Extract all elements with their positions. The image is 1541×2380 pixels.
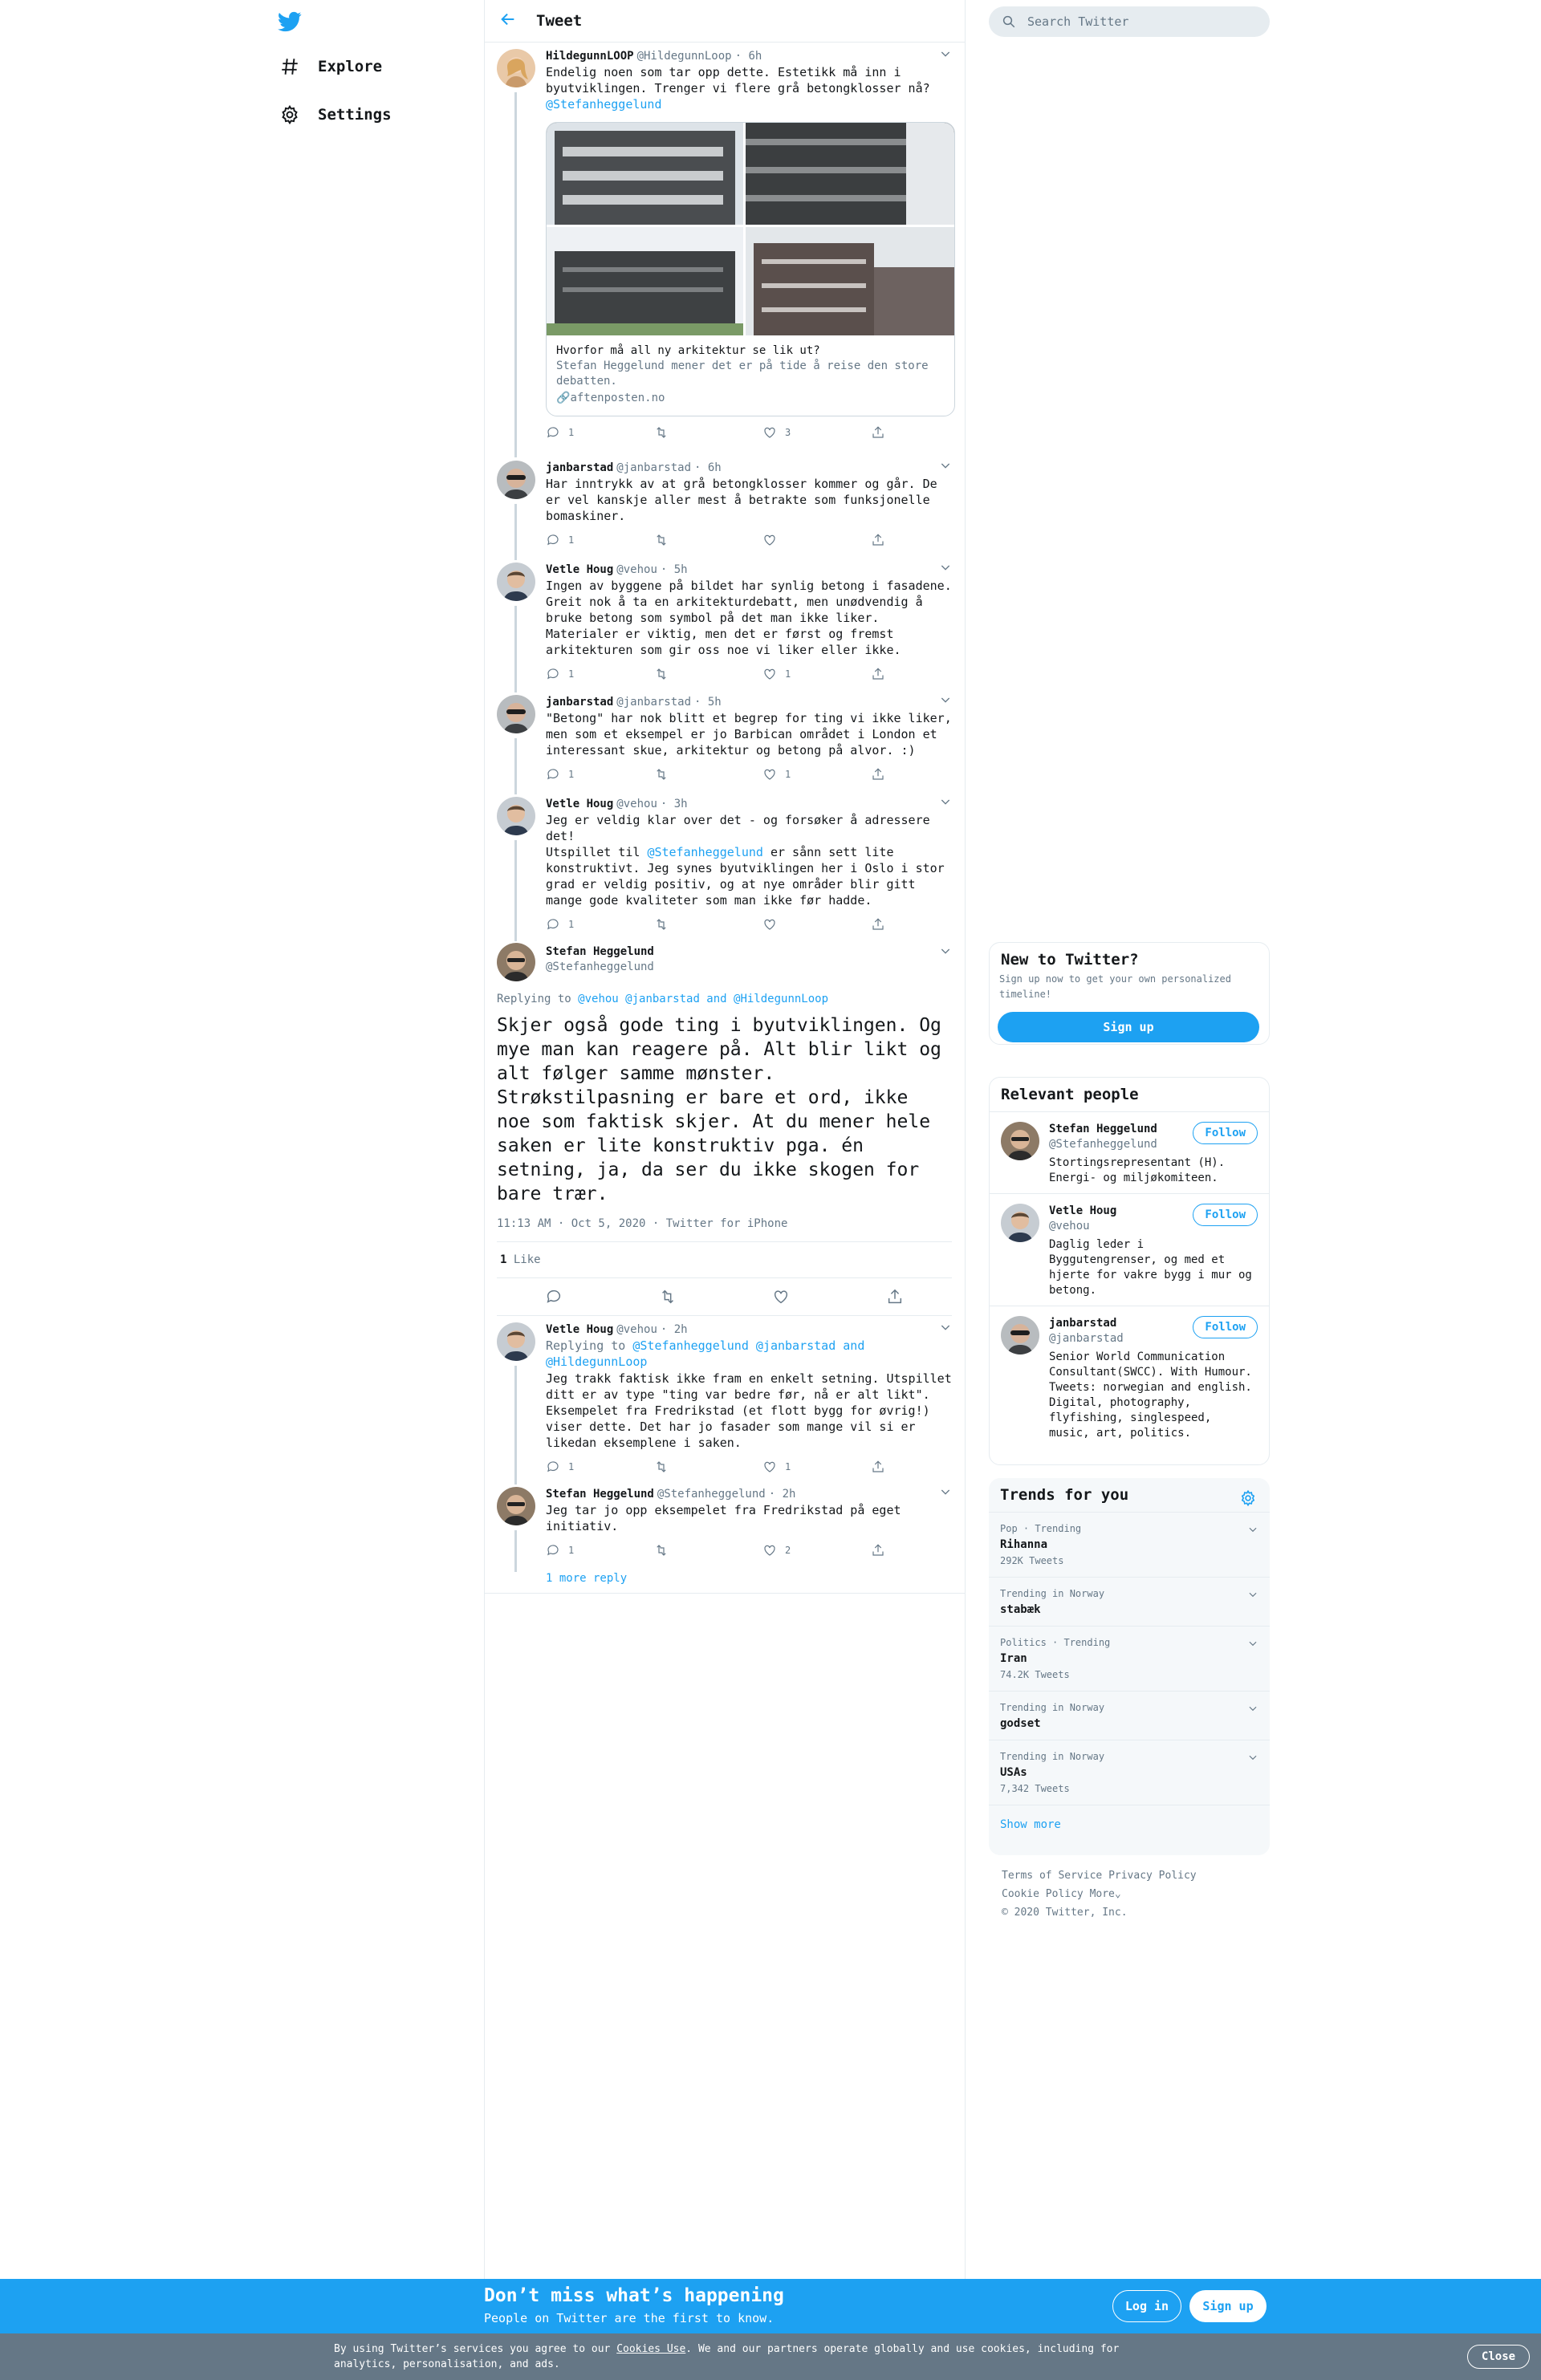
chevron-down-icon[interactable]: [1247, 1752, 1258, 1763]
nav-explore[interactable]: [273, 51, 388, 83]
share-button[interactable]: [871, 766, 887, 782]
banner-title: Don’t miss what’s happening: [484, 2285, 784, 2306]
reply-count: 1: [568, 1545, 575, 1556]
terms-link[interactable]: Terms of Service: [1002, 1870, 1103, 1882]
tweet-text: Jeg tar jo opp eksempelet fra Fredrikstad på eget initiativ.: [546, 1503, 909, 1533]
reply-icon: [546, 917, 560, 932]
retweet-button[interactable]: [654, 916, 718, 932]
share-icon: [871, 1543, 885, 1558]
retweet-icon: [654, 1543, 669, 1558]
heart-icon: [762, 425, 777, 440]
tweet-text: Har inntrykk av at grå betongklosser kommer og går. De er vel kanskje aller mest å betrakte som funksjonelle bomaskiner.: [546, 477, 945, 523]
page-title: Tweet: [536, 12, 583, 30]
share-button[interactable]: [871, 1542, 887, 1558]
reply-button[interactable]: [546, 532, 610, 548]
chevron-down-icon[interactable]: [939, 1321, 952, 1334]
avatar[interactable]: [497, 797, 535, 835]
like-button[interactable]: [762, 424, 827, 441]
more-replies-row: [485, 1567, 965, 1594]
chevron-down-icon[interactable]: [939, 459, 952, 472]
tweet-text: [546, 812, 952, 908]
retweet-icon: [654, 533, 669, 547]
trend-item[interactable]: [989, 1577, 1270, 1626]
like-count: 2: [785, 1545, 791, 1556]
share-button[interactable]: [871, 1459, 887, 1475]
thread-tweet[interactable]: [485, 556, 965, 688]
trend-count: 74.2K Tweets: [1000, 1669, 1070, 1680]
tweet-actions: [546, 1542, 887, 1558]
trend-context: Trending in Norway: [1000, 1702, 1105, 1713]
tweet-timestamp[interactable]: 11:13 AM · Oct 5, 2020: [497, 1217, 646, 1230]
tweet-actions: [546, 532, 887, 548]
trend-count: 292K Tweets: [1000, 1555, 1064, 1566]
retweet-icon: [654, 767, 669, 782]
avatar[interactable]: [1001, 1204, 1039, 1242]
avatar[interactable]: [497, 563, 535, 601]
follow-button[interactable]: Follow: [1193, 1316, 1258, 1338]
focus-actions: [497, 1278, 952, 1316]
tweet-text-part: Endelig noen som tar opp dette. Estetikk må inn i byutviklingen. Trenger vi flere grå betongklosser nå?: [546, 65, 930, 95]
search-input[interactable]: [989, 6, 1270, 37]
follow-button[interactable]: Follow: [1193, 1122, 1258, 1144]
tweet-actions: [546, 916, 887, 932]
avatar[interactable]: [1001, 1122, 1039, 1160]
author-name[interactable]: Stefan Heggelund: [546, 945, 654, 958]
gear-icon[interactable]: [1239, 1489, 1257, 1507]
nav-settings-label: Settings: [318, 106, 392, 124]
panel-subtitle: Sign up now to get your own personalized timeline!: [999, 973, 1231, 1000]
thread-line: [514, 606, 517, 692]
search-placeholder: Search Twitter: [1027, 14, 1129, 29]
avatar[interactable]: [497, 461, 535, 499]
person-bio: Daglig leder i Byggutengrenser, og med et hjerte for vakre bygg i mur og betong.: [1049, 1238, 1252, 1297]
person-handle[interactable]: @vehou: [1049, 1220, 1090, 1233]
chevron-down-icon[interactable]: [939, 944, 952, 957]
nav-settings[interactable]: [273, 99, 398, 131]
tweet-header: [546, 797, 952, 811]
sidebar-signup-button[interactable]: Sign up: [998, 1012, 1259, 1042]
replying-handles[interactable]: @vehou @janbarstad and @HildegunnLoop: [578, 993, 829, 1005]
author-handle[interactable]: @vehou: [616, 798, 657, 810]
trend-item[interactable]: [989, 1740, 1270, 1805]
share-icon: [871, 533, 885, 547]
tweet-time[interactable]: · 6h: [694, 461, 722, 474]
cookie-text: [334, 2341, 1136, 2372]
heart-icon: [762, 667, 777, 681]
replying-label: Replying to: [546, 1338, 626, 1353]
avatar[interactable]: [497, 49, 535, 87]
author-handle[interactable]: @janbarstad: [616, 696, 692, 709]
retweet-button[interactable]: [654, 1459, 718, 1475]
card-description: Stefan Heggelund mener det er på tide å reise den store debatten.: [556, 359, 929, 388]
tweet-source[interactable]: Twitter for iPhone: [665, 1217, 788, 1230]
twitter-bird-icon[interactable]: [276, 10, 303, 34]
replying-handles[interactable]: @Stefanheggelund @janbarstad and @HildegunnLoop: [546, 1338, 872, 1369]
signup-button[interactable]: Sign up: [1189, 2290, 1267, 2322]
replying-to: [497, 993, 952, 1005]
share-icon: [871, 667, 885, 681]
share-button[interactable]: [871, 424, 887, 441]
trend-name: godset: [1000, 1717, 1041, 1730]
relevant-people-panel: [989, 1077, 1270, 1465]
tweet-time[interactable]: · 2h: [660, 1323, 688, 1336]
like-button[interactable]: [762, 1542, 827, 1558]
thread-line: [514, 840, 517, 941]
reply-icon: [546, 667, 560, 681]
panel-title: Trends for you: [1000, 1486, 1129, 1504]
card-title: Hvorfor må all ny arkitektur se lik ut?: [556, 344, 820, 357]
person-handle[interactable]: @Stefanheggelund: [1049, 1138, 1157, 1151]
tweet-header: [546, 1322, 952, 1337]
reply-icon: [546, 533, 560, 547]
more-replies-link[interactable]: 1 more reply: [546, 1572, 628, 1585]
trend-count: 7,342 Tweets: [1000, 1783, 1070, 1794]
person-name[interactable]: janbarstad: [1049, 1317, 1117, 1330]
tweet-text: "Betong" har nok blitt et begrep for ting vi ikke liker, men som et eksempel er jo Barbican området i London et interessant skue, arkitektur og betong på alvor. :): [546, 711, 959, 757]
person-handle[interactable]: @janbarstad: [1049, 1332, 1124, 1345]
reply-tweet[interactable]: [485, 1480, 965, 1567]
share-icon: [871, 1460, 885, 1474]
thread-line: [514, 504, 517, 560]
card-domain: aftenposten.no: [570, 392, 665, 404]
author-handle[interactable]: @Stefanheggelund: [657, 1488, 766, 1501]
person-bio: Stortingsrepresentant (H). Energi- og miljøkomiteen.: [1049, 1156, 1226, 1184]
like-count: 1: [785, 668, 791, 680]
card-domain-row: [556, 391, 945, 406]
like-button[interactable]: [762, 532, 827, 548]
focus-author: [546, 944, 654, 975]
tweet-text: Jeg trakk faktisk ikke fram en enkelt setning. Utspillet ditt er av type "ting var bedre før, nå er alt likt". Eksempelet fra Fredrikstad (et flott bygg for øvrig!) viser dette. Det har jo fasader som mange vil si er likedan eksemplene i saken.: [546, 1371, 959, 1450]
author-name[interactable]: Vetle Houg: [546, 798, 614, 810]
trend-context: Trending in Norway: [1000, 1588, 1105, 1599]
privacy-link[interactable]: Privacy Policy: [1108, 1870, 1197, 1882]
search-icon: [1002, 14, 1016, 29]
retweet-button[interactable]: [654, 424, 718, 441]
like-count: 1: [785, 1461, 791, 1472]
footer: [1002, 1866, 1197, 1922]
tweet-actions: [546, 766, 887, 782]
heart-icon: [762, 767, 777, 782]
person-name[interactable]: Stefan Heggelund: [1049, 1123, 1157, 1135]
tweet-header: [546, 49, 952, 63]
reply-icon: [546, 1460, 560, 1474]
reply-icon: [546, 1543, 560, 1558]
show-more-row: [989, 1805, 1270, 1844]
tweet-actions: [546, 1459, 887, 1475]
person-card[interactable]: [990, 1306, 1269, 1463]
more-link[interactable]: [1090, 1888, 1121, 1900]
person-bio: Senior World Communication Consultant(SWCC). With Humour. Tweets: norwegian and english. Digital, photography, flyfishing, singlespeed, music, art, politics.: [1049, 1350, 1252, 1440]
thread-line: [514, 92, 517, 457]
cookie-policy-link[interactable]: Cookie Policy: [1002, 1888, 1084, 1900]
reply-button[interactable]: [546, 766, 610, 782]
heart-icon[interactable]: [772, 1288, 790, 1306]
tweet-header: [546, 695, 952, 709]
heart-icon: [762, 917, 777, 932]
trend-item[interactable]: [989, 1626, 1270, 1691]
card-text: [547, 335, 954, 416]
tweet-time[interactable]: · 2h: [768, 1488, 796, 1501]
author-handle[interactable]: @Stefanheggelund: [546, 961, 654, 973]
thread-line: [514, 738, 517, 794]
panel-title: New to Twitter?: [1001, 951, 1139, 969]
reply-count: 1: [568, 919, 575, 930]
person-name[interactable]: Vetle Houg: [1049, 1204, 1117, 1217]
main-column: [484, 0, 966, 2279]
heart-icon: [762, 1460, 777, 1474]
chevron-down-icon[interactable]: [1247, 1638, 1258, 1649]
card-image: [547, 227, 743, 335]
reply-button[interactable]: [546, 424, 610, 441]
trend-name: Rihanna: [1000, 1538, 1048, 1551]
follow-button[interactable]: Follow: [1193, 1204, 1258, 1226]
reply-tweet[interactable]: [485, 1316, 965, 1480]
trend-name: Iran: [1000, 1652, 1027, 1665]
copyright: © 2020 Twitter, Inc.: [1002, 1907, 1128, 1919]
like-button[interactable]: [762, 666, 827, 682]
mention-link[interactable]: @Stefanheggelund: [647, 845, 763, 859]
share-button[interactable]: [871, 666, 887, 682]
back-arrow-icon[interactable]: [499, 10, 517, 31]
tweet-time[interactable]: · 5h: [660, 563, 688, 576]
author-name[interactable]: HildegunnLOOP: [546, 50, 634, 63]
hashtag-icon: [279, 56, 300, 77]
thread-line: [514, 1366, 517, 1484]
thread-tweet[interactable]: [485, 790, 965, 938]
nav-explore-label: Explore: [318, 58, 383, 75]
tweet-text: [546, 64, 952, 112]
cookie-text-part: . We and our partners operate globally and use cookies, including for analytics, personalisation, and ads.: [334, 2343, 1120, 2370]
heart-icon: [762, 1543, 777, 1558]
reply-count: 1: [568, 1461, 575, 1472]
author-name[interactable]: Vetle Houg: [546, 1323, 614, 1336]
replying-label: Replying to: [497, 993, 571, 1005]
cookie-bar: [0, 2333, 1541, 2380]
panel-title: Relevant people: [1001, 1086, 1139, 1103]
avatar[interactable]: [497, 943, 535, 981]
share-icon: [871, 917, 885, 932]
close-button[interactable]: Close: [1467, 2345, 1530, 2369]
trend-name: stabæk: [1000, 1603, 1041, 1616]
avatar[interactable]: [497, 1322, 535, 1361]
retweet-icon: [654, 667, 669, 681]
tweet-time[interactable]: · 6h: [734, 50, 762, 63]
share-icon: [871, 767, 885, 782]
share-button[interactable]: [871, 532, 887, 548]
cookie-text-part: By using Twitter’s services you agree to our: [334, 2343, 617, 2355]
chevron-down-icon[interactable]: [1247, 1589, 1258, 1600]
tweet-actions: [546, 666, 887, 682]
reply-count: 1: [568, 427, 575, 438]
tweet-header: [546, 1487, 952, 1501]
card-image: [746, 123, 955, 225]
login-button[interactable]: Log in: [1112, 2290, 1181, 2322]
trend-item[interactable]: [989, 1691, 1270, 1740]
tweet-header: [546, 461, 952, 475]
tweet-text-part: er sånn sett lite konstruktivt. Jeg synes byutviklingen her i Oslo i stor grad er veldig positiv, og at nye områder blir gitt mange gode kvaliteter som man ikke før hadde.: [546, 845, 952, 908]
share-button[interactable]: [871, 916, 887, 932]
tweet-text-part: Jeg er veldig klar over det - og forsøker å adressere det! Utspillet til: [546, 813, 930, 859]
share-icon[interactable]: [886, 1288, 904, 1306]
show-more-link[interactable]: Show more: [1000, 1818, 1061, 1831]
retweet-button[interactable]: [654, 766, 718, 782]
link-icon: 🔗: [556, 392, 571, 404]
retweet-icon: [654, 917, 669, 932]
like-count: 3: [785, 427, 791, 438]
like-button[interactable]: [762, 916, 827, 932]
bottom-banner: [0, 2279, 1541, 2333]
more-label: More: [1089, 1888, 1115, 1900]
retweet-button[interactable]: [654, 666, 718, 682]
cookies-use-link[interactable]: Cookies Use: [616, 2343, 686, 2355]
chevron-down-icon[interactable]: [939, 561, 952, 574]
share-icon: [871, 425, 885, 440]
trend-name: USAs: [1000, 1766, 1027, 1779]
thread-line: [514, 1530, 517, 1572]
focus-tweet-text: Skjer også gode ting i byutviklingen. Og mye man kan reagere på. Alt blir likt og alt følger samme mønster. Strøkstilpasning er bare et ord, ikke noe som faktisk skjer. At du mener hele saken er lite konstruktiv pga. én setning, ja, da ser du ikke skogen for bare trær.: [497, 1015, 953, 1204]
chevron-down-icon[interactable]: [939, 1485, 952, 1498]
author-name[interactable]: Stefan Heggelund: [546, 1488, 654, 1501]
focus-tweet: [485, 938, 965, 1316]
retweet-button[interactable]: [654, 532, 718, 548]
author-name[interactable]: Vetle Houg: [546, 563, 614, 576]
trend-context: Politics · Trending: [1000, 1637, 1111, 1648]
thread-tweet[interactable]: [485, 454, 965, 556]
author-handle[interactable]: @HildegunnLoop: [636, 50, 732, 63]
tweet-actions: [546, 424, 887, 441]
person-card[interactable]: [990, 1111, 1269, 1193]
tweet-time[interactable]: · 5h: [694, 696, 722, 709]
avatar[interactable]: [497, 1487, 535, 1525]
reply-button[interactable]: [546, 1542, 610, 1558]
retweet-icon: [654, 425, 669, 440]
thread-tweet[interactable]: [485, 43, 965, 454]
card-image: [746, 227, 955, 335]
reply-icon: [546, 425, 560, 440]
author-handle[interactable]: @vehou: [616, 1323, 657, 1336]
card-image: [547, 123, 743, 225]
like-button[interactable]: [762, 1459, 827, 1475]
like-label: Like: [513, 1253, 541, 1266]
heart-icon: [762, 533, 777, 547]
thread-tweet[interactable]: [485, 688, 965, 790]
chevron-down-icon[interactable]: [1247, 1524, 1258, 1535]
likes-summary[interactable]: [497, 1242, 952, 1278]
tweet-meta: 11:13 AM · Oct 5, 2020 · Twitter for iPhone: [497, 1217, 952, 1242]
author-name[interactable]: janbarstad: [546, 461, 614, 474]
tweet-time[interactable]: · 3h: [660, 798, 688, 810]
retweet-button[interactable]: [654, 1542, 718, 1558]
reply-button[interactable]: [546, 916, 610, 932]
author-name[interactable]: janbarstad: [546, 696, 614, 709]
banner-subtitle: People on Twitter are the first to know.: [484, 2311, 775, 2325]
tweet-header: [546, 563, 952, 577]
reply-button[interactable]: [546, 1459, 610, 1475]
replying-to: [546, 1338, 952, 1370]
trend-context: Pop · Trending: [1000, 1523, 1082, 1534]
reply-icon[interactable]: [545, 1288, 563, 1306]
reply-count: 1: [568, 534, 575, 546]
retweet-icon: [654, 1460, 669, 1474]
mention-link[interactable]: @Stefanheggelund: [546, 97, 662, 112]
reply-count: 1: [568, 668, 575, 680]
card-image-grid: [547, 123, 954, 335]
author-handle[interactable]: @janbarstad: [616, 461, 692, 474]
avatar[interactable]: [497, 695, 535, 733]
new-to-twitter-panel: [989, 942, 1270, 1045]
trends-panel: [989, 1478, 1270, 1855]
chevron-down-icon[interactable]: [939, 693, 952, 706]
like-count: 1: [500, 1253, 507, 1266]
author-handle[interactable]: @vehou: [616, 563, 657, 576]
tweet-text: Ingen av byggene på bildet har synlig betong i fasadene. Greit nok å ta en arkitekturdebatt, men unødvendig å bruke betong som symbol på det man ikke liker. Materialer er viktig, men det er først og fremst arkitekturen som gir oss noe vi liker eller ikke.: [546, 579, 959, 657]
retweet-icon[interactable]: [659, 1288, 677, 1306]
chevron-down-icon[interactable]: [939, 47, 952, 60]
reply-count: 1: [568, 769, 575, 780]
reply-button[interactable]: [546, 666, 610, 682]
main-header: [485, 0, 965, 43]
trend-context: Trending in Norway: [1000, 1751, 1105, 1762]
like-count: 1: [785, 769, 791, 780]
chevron-down-icon: ⌄: [1114, 1888, 1121, 1900]
link-card[interactable]: [546, 122, 955, 416]
gear-icon: [279, 104, 300, 125]
avatar[interactable]: [1001, 1316, 1039, 1354]
chevron-down-icon[interactable]: [939, 795, 952, 808]
trend-item[interactable]: [989, 1512, 1270, 1577]
reply-icon: [546, 767, 560, 782]
like-button[interactable]: [762, 766, 827, 782]
person-card[interactable]: [990, 1193, 1269, 1306]
chevron-down-icon[interactable]: [1247, 1703, 1258, 1714]
